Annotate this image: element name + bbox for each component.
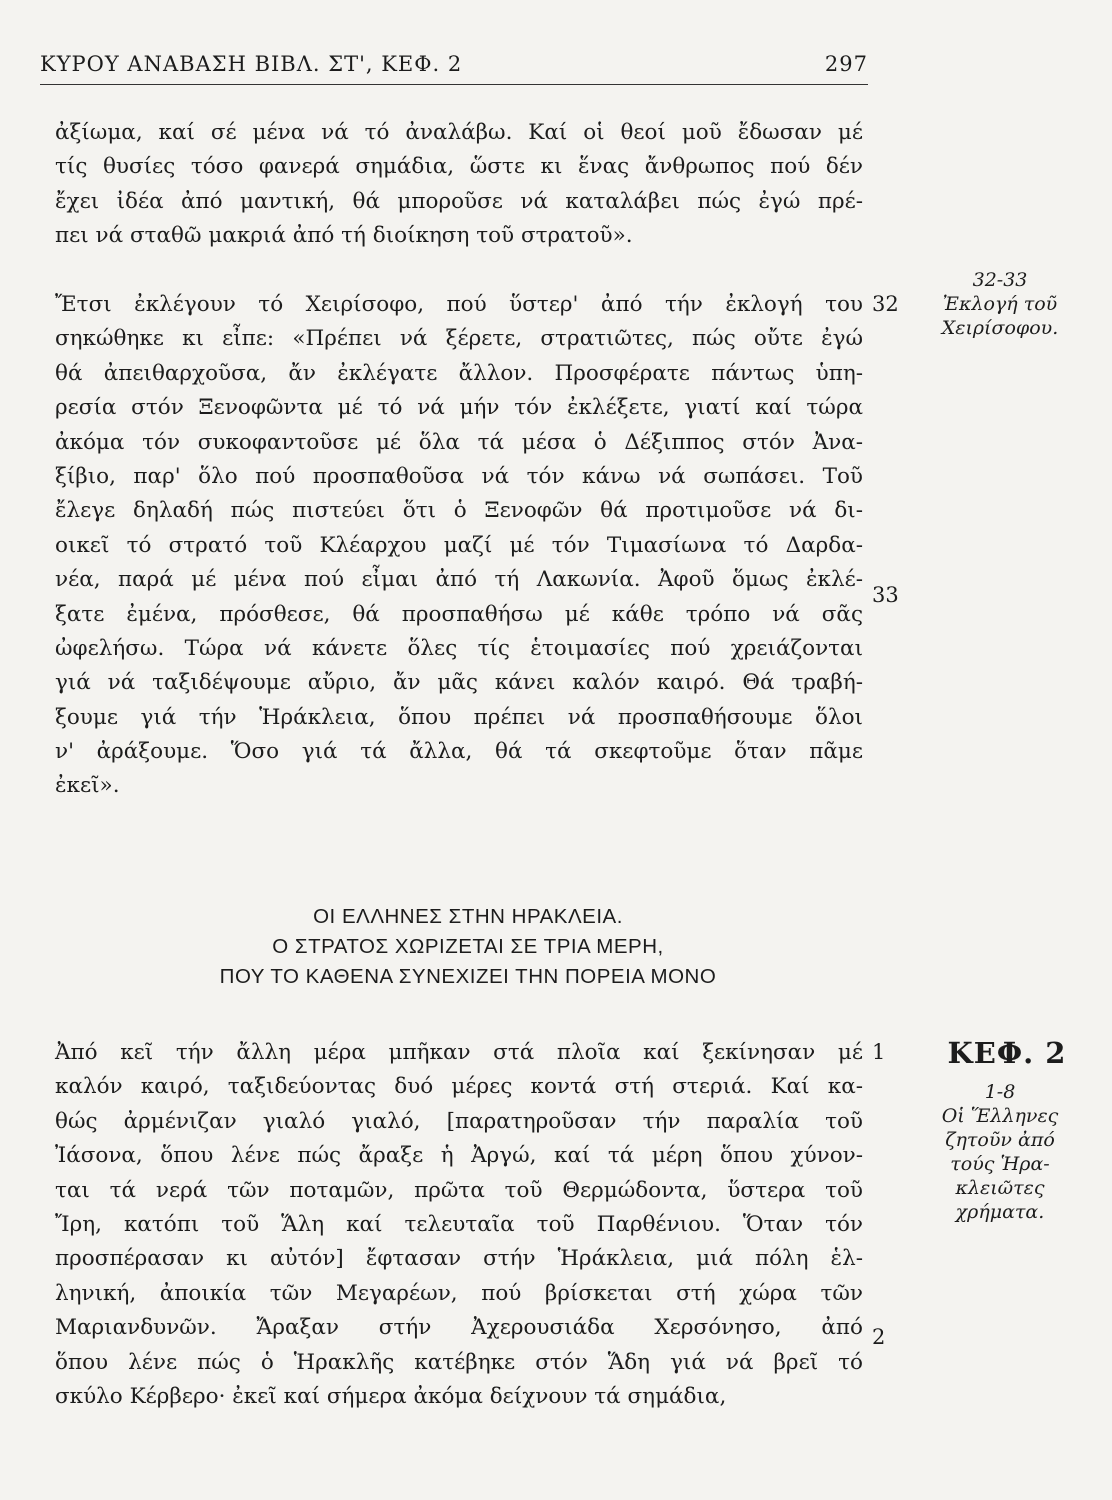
chapter-label: ΚΕΦ. 2 (947, 1036, 1067, 1070)
section-number-1: 1 (872, 1040, 886, 1064)
margin-note-line: Οἱ Ἕλληνες (941, 1105, 1059, 1127)
running-head-title: ΚΥΡΟΥ ΑΝΑΒΑΣΗ ΒΙΒΛ. ΣΤ', ΚΕΦ. 2 (40, 52, 463, 76)
text-line: Μαριανδυνῶν. Ἄραξαν στήν Ἀχερουσιάδα Χερσόνησο, ἀπό (55, 1315, 863, 1341)
paragraph-2 (55, 288, 863, 804)
text-line: ἀκόμα τόν συκοφαντοῦσε μέ ὅλα τά μέσα ὁ Δέξιππος στόν Ἀνα- (55, 429, 863, 455)
text-line: ἔλεγε δηλαδή πώς πιστεύει ὅτι ὁ Ξενοφῶν θά προτιμοῦσε νά δι- (55, 498, 863, 524)
text-line: ὅπου λένε πώς ὁ Ἡρακλῆς κατέβηκε στόν Ἅδη γιά νά βρεῖ τό (55, 1349, 863, 1375)
text-line: οικεῖ τό στρατό τοῦ Κλέαρχου μαζί μέ τόν Τιμασίωνα τό Δαρδα- (55, 532, 863, 558)
margin-note-line: ζητοῦν ἀπό (945, 1129, 1055, 1151)
text-line: ἔχει ἰδέα ἀπό μαντική, θά μποροῦσε νά καταλάβει πώς ἐγώ πρέ- (55, 188, 863, 214)
text-line: ὠφελήσω. Τώρα νά κάνετε ὅλες τίς ἑτοιμασίες πού χρειάζονται (55, 635, 863, 661)
margin-note-line: κλειῶτες (955, 1177, 1045, 1199)
margin-ref: 1-8 (984, 1081, 1016, 1103)
paragraph-1 (55, 116, 863, 254)
text-line: Ἀπό κεῖ τήν ἄλλη μέρα μπῆκαν στά πλοῖα καί ξεκίνησαν μέ (55, 1040, 863, 1065)
section-number-33: 33 (872, 583, 899, 607)
text-line: σκύλο Κέρβερο· ἐκεῖ καί σήμερα ἀκόμα δείχνουν τά σημάδια, (55, 1383, 727, 1409)
text-line: Ἰάσονα, ὅπου λένε πώς ἄραξε ἡ Ἀργώ, καί τά μέρη ὅπου χύνον- (55, 1143, 863, 1169)
section-heading (168, 902, 768, 992)
margin-note-line: Ἐκλογή τοῦ (942, 293, 1058, 315)
heading-line: ΟΙ ΕΛΛΗΝΕΣ ΣΤΗΝ ΗΡΑΚΛΕΙΑ. (313, 905, 623, 928)
text-line: θά ἀπειθαρχοῦσα, ἄν ἐκλέγατε ἄλλον. Προσφέρατε πάντως ὑπη- (55, 360, 863, 386)
paragraph-3 (55, 1036, 863, 1414)
text-line: γιά νά ταξιδέψουμε αὔριο, ἄν μᾶς κάνει καλόν καιρό. Θά τραβή- (55, 670, 863, 696)
text-line: ξουμε γιά τήν Ἡράκλεια, ὅπου πρέπει νά προσπαθήσουμε ὅλοι (55, 704, 863, 730)
text-line: ρεσία στόν Ξενοφῶντα μέ τό νά μήν τόν ἐκλέξετε, γιατί καί τώρα (55, 395, 863, 421)
text-line: ται τά νερά τῶν ποταμῶν, πρῶτα τοῦ Θερμώδοντα, ὕστερα τοῦ (55, 1177, 863, 1203)
text-line: νέα, παρά μέ μένα πού εἶμαι ἀπό τή Λακωνία. Ἀφοῦ ὅμως ἐκλέ- (55, 567, 863, 593)
heading-line: Ο ΣΤΡΑΤΟΣ ΧΩΡΙΖΕΤΑΙ ΣΕ ΤΡΙΑ ΜΕΡΗ, (272, 935, 664, 958)
heading-line: ΠΟΥ ΤΟ ΚΑΘΕΝΑ ΣΥΝΕΧΙΖΕΙ ΤΗΝ ΠΟΡΕΙΑ ΜΟΝΟ (219, 965, 717, 988)
text-line: ν' ἀράξουμε. Ὅσο γιά τά ἄλλα, θά τά σκεφτοῦμε ὅταν πᾶμε (55, 739, 863, 765)
text-line: ἀξίωμα, καί σέ μένα νά τό ἀναλάβω. Καί οἱ θεοί μοῦ ἔδωσαν μέ (55, 120, 863, 145)
margin-note-1-8 (905, 1080, 1095, 1224)
section-number-32: 32 (872, 292, 899, 316)
text-line: ξατε ἐμένα, πρόσθεσε, θά προσπαθήσω μέ κάθε τρόπο νά σᾶς (55, 601, 863, 627)
text-line: ἐκεῖ». (55, 773, 120, 799)
margin-note-32-33 (905, 268, 1095, 340)
text-line: Ἴρη, κατόπι τοῦ Ἅλη καί τελευταῖα τοῦ Παρθένιου. Ὅταν τόν (55, 1211, 863, 1237)
margin-note-line: χρήματα. (955, 1201, 1045, 1223)
margin-note-line: Χειρίσοφου. (941, 317, 1059, 339)
section-number-2: 2 (872, 1325, 886, 1349)
margin-ref: 32-33 (972, 269, 1028, 291)
text-line: θώς ἀρμένιζαν γιαλό γιαλό, [παρατηροῦσαν τήν παραλία τοῦ (55, 1108, 863, 1134)
text-line: Ἔτσι ἐκλέγουν τό Χειρίσοφο, πού ὕστερ' ἀπό τήν ἐκλογή του (55, 292, 863, 317)
page-number: 297 (824, 52, 868, 76)
text-line: σηκώθηκε κι εἶπε: «Πρέπει νά ξέρετε, στρατιῶτες, πώς οὔτε ἐγώ (55, 326, 863, 352)
text-line: τίς θυσίες τόσο φανερά σημάδια, ὥστε κι ἕνας ἄνθρωπος πού δέν (55, 154, 863, 180)
text-line: πει νά σταθῶ μακριά ἀπό τή διοίκηση τοῦ στρατοῦ». (55, 223, 633, 249)
margin-note-line: τούς Ἡρα- (950, 1153, 1050, 1175)
text-line: καλόν καιρό, ταξιδεύοντας δυό μέρες κοντά στή στεριά. Καί κα- (55, 1074, 863, 1100)
text-line: ληνική, ἀποικία τῶν Μεγαρέων, πού βρίσκεται στή χώρα τῶν (55, 1280, 863, 1306)
text-line: προσπέρασαν κι αὐτόν] ἔφτασαν στήν Ἡράκλεια, μιά πόλη ἑλ- (55, 1246, 863, 1272)
text-line: ξίβιο, παρ' ὅλο πού προσπαθοῦσα νά τόν κάνω νά σωπάσει. Τοῦ (55, 463, 863, 489)
running-head (40, 52, 868, 85)
